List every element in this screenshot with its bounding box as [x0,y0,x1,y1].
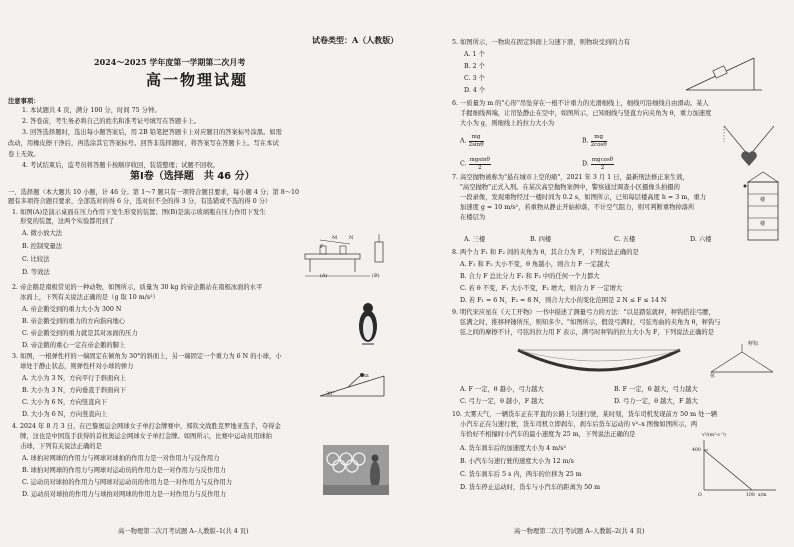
q1-fig-label: (B) [372,273,380,279]
q10-option[interactable]: C. 货车刹车后 5 s 内，两车的位移为 25 m [460,471,582,478]
q10-option[interactable]: D. 货车停止运动时，货车与小汽车的距离为 50 m [460,484,601,491]
paper-type: 试卷类型：A（人教版） [312,35,399,45]
q6-fraction [469,134,484,148]
q4-option[interactable]: A. 球拍对网球的作用力与网球对球拍的作用力是一对作用力与反作用力 [22,455,220,462]
q1-fig-label: N [349,235,354,241]
bow-figure [514,342,684,382]
frac-num: mg [469,134,484,142]
section-intro: 一、选择题（本大题共 10 小题，计 46 分。第 1～7 题只有一项符合题目要求，每小题 4 分；第 8～10 [8,189,300,196]
frac-num: mgsinθ [469,157,490,163]
q3-option[interactable]: A. 大小为 3 N，方向平行于斜面向上 [22,375,126,382]
q7-option[interactable]: D. 六楼 [690,236,712,243]
q10-fig-label: 400 [692,448,701,453]
frac-den: 2 [477,164,482,171]
q7-option[interactable]: A. 三楼 [464,236,486,243]
note-line: 1. 本试题共 4 页，满分 100 分，时间 75 分钟。 [22,107,161,114]
q6-stem: 手握细线两端，让吊坠静止在空中，如图所示，已知细线与竖直方向夹角为 θ，重力加速度 [460,110,712,117]
frac-den: 2sinθ [468,141,484,148]
q7-stem: 在楼层为 [460,214,486,221]
q3-stem: 3. 如图，一根弹性杆的一端固定在倾角为 30°的斜面上，另一端固定一个重力为 6 N 的小球，小 [12,353,282,360]
q7-fig-label: 楼 [760,197,766,203]
q8-stem: 8. 两个力 F₁ 和 F₂ 间的夹角为 θ，其合力为 F，下列说法正确的是 [452,249,639,256]
q4-option[interactable]: B. 球拍对网球的作用力与网球对运动员的作用力是一对作用力与反作用力 [22,467,226,474]
q6-stem: 6. 一质量为 m 的"心形"吊坠穿在一根不计重力的光滑细线上，细线可沿细线自由滑动。某人 [452,100,709,107]
q2-option[interactable]: D. 帝企鹅的重心一定在帝企鹅的脚上 [22,342,126,349]
year-line: 2024～2025 学年度第一学期第二次月考 [94,57,246,67]
q8-option[interactable]: C. 若 θ 不变，F₁ 大小不变，F₂ 增大，则合力 F 一定增大 [460,285,623,292]
q8-option[interactable]: D. 若 F₁ = 6 N，F₂ = 8 N，则合力大小的变化范围是 2 N ≤ F ≤ 14 N [460,297,667,304]
note-line: 2. 答卷前，考生务必将自己的姓名和准考证号填写在答题卡上。 [22,118,201,125]
q10-option[interactable]: B. 小汽车匀速行驶的速度大小为 12 m/s [460,458,574,465]
q6-fraction [591,157,614,171]
q5-stem: 5. 如图所示，一物块在固定斜面上匀速下滑，则物块受到的力有 [452,39,631,46]
q9-option[interactable]: D. 弓力一定，θ 越大，F 越大 [614,398,698,405]
q1-stem: 1. 如图(A)是演示桌面在压力作用下发生形变的装置；图(B)是演示玻璃瓶在压力作用下发生 [12,209,266,216]
notes-heading: 注意事项： [8,98,40,105]
q10-stem: 10. 大雾天气，一辆货车正在平直的公路上匀速行驶，某时刻，货车司机发现前方 50 m 处一辆 [452,411,717,418]
q4-option[interactable]: C. 运动员对球拍的作用力与网球对运动员的作用力是一对作用力与反作用力 [22,479,233,486]
q6-fraction [591,134,607,148]
q1-fig-label: P [320,244,324,250]
section-title: 第Ⅰ卷（选择题 共 46 分） [130,171,255,182]
q7-stem: 7. 高空抛物被称为"悬在城市上空的痛"，2021 年 3 月 1 日，最新刑法修正案生效， [452,174,689,181]
q2-option[interactable]: C. 帝企鹅受到的重力就是其对冰面的压力 [22,330,138,337]
frac-num: mg [591,134,607,142]
q8-option[interactable]: A. F₁ 和 F₂ 大小不变，θ 角越小，则合力 F 一定越大 [460,261,610,268]
q10-fig-label: O [698,493,702,498]
q9-option[interactable]: A. F 一定，θ 越小，弓力越大 [460,386,544,393]
q2-option[interactable]: A. 帝企鹅受到的重力大小为 300 N [22,306,122,313]
q1-option[interactable]: A. 微小放大法 [22,230,63,237]
q1-stem: 形变的装置，这两个实验都用到了 [20,218,115,225]
q1-option[interactable]: B. 控制变量法 [22,243,63,250]
q3-stem: 球处于静止状态，则弹性杆对小球的弹力 [20,363,134,370]
q6-option-letter: B. [582,137,589,145]
q6-option-b[interactable] [582,134,607,148]
page-title: 高一物理试题 [146,71,249,89]
v2-x-graph [690,436,780,496]
note-line: 4. 考试结束后，监考员将答题卡按顺序收回，装袋整理；试题不回收。 [22,162,219,169]
note-line: 卷上无效。 [8,151,40,158]
q3-option[interactable]: C. 大小为 6 N，方向竖直向下 [22,399,108,406]
q8-option[interactable]: B. 合力 F 总比分力 F₁ 和 F₂ 中的任何一个力都大 [460,273,600,280]
footer-left: 高一物理第二次月考试题 A–人教版–1(共 4 页) [118,528,249,535]
q6-option-d[interactable] [582,157,614,171]
q9-stem: 9. 明代宋应星在《天工开物》一书中描述了测量弓力的方法："以足踏弦就秤，秤钩搭挂弓腰， [452,309,715,316]
q1-figure [300,228,390,278]
incline-block-figure [684,52,764,94]
q9-stem: 弦之间的摩擦不计，弓弦的拉力用 F 表示，满弓时秤钩的拉力大小为 F，下列说法正确的是 [460,329,715,336]
q3-fig-label: m [364,373,369,379]
q9-option[interactable]: C. 弓力一定，θ 越小，F 越大 [460,398,544,405]
q6-option-a[interactable] [460,134,484,148]
q1-option[interactable]: C. 比较法 [22,256,50,263]
q2-option[interactable]: B. 帝企鹅受到的重力的方向指向地心 [22,318,126,325]
q3-option[interactable]: D. 大小为 6 N，方向竖直向上 [22,411,108,418]
q7-stem: "高空抛物"正式入刑。在某次高空抛物案例中，警察通过调查小区摄像头拍摄的 [460,184,680,191]
q7-option[interactable]: C. 五楼 [614,236,636,243]
frac-num: mgcosθ [591,157,614,163]
q9-stem: 弦满之时，推移秤锤所压，则知多少。"如图所示，假设弓满时，弓弦弯曲的夹角为 θ，秤钩与 [460,319,721,326]
note-line: 3. 回答选择题时，选出每小题答案后，用 2B 铅笔把答题卡上对应题目的答案标号涂黑。如需 [22,129,282,136]
q10-stem: 车恰好不相撞时小汽车的最小速度为 25 m，下列说法正确的是 [460,431,636,438]
q5-option[interactable]: B. 2 个 [464,63,485,70]
q1-option[interactable]: D. 等效法 [22,269,50,276]
q7-stem: 加速度 g = 10 m/s²，若重物从静止开始掉落，不计空气阻力，则可判断重物掉落所 [460,204,695,211]
q7-fig-label: 楼 [760,221,766,227]
building-figure [742,170,784,242]
q10-stem: 小汽车正在匀速行驶，货车司机立即刹车，刹车后货车运动的 v²–x 图像如图所示，两 [460,421,698,428]
q5-option[interactable]: D. 4 个 [464,87,486,94]
q4-option[interactable]: D. 运动员对球拍的作用力与球拍对网球的作用力是一对作用力与反作用力 [22,491,227,498]
q6-fraction [469,157,491,171]
footer-right: 高一物理第二次月考试题 A–人教版–2(共 4 页) [514,528,645,535]
q6-option-letter: C. [460,160,467,168]
q5-option[interactable]: C. 3 个 [464,75,485,82]
q10-fig-label: v²/(m²·s⁻²) [702,433,726,438]
q1-fig-label: (A) [320,273,328,279]
tennis-photo [323,445,389,495]
q1-fig-label: M [332,235,338,241]
penguin-figure [352,298,384,346]
bow-diagram [707,342,777,380]
q9-option[interactable]: B. F 一定，θ 越大，弓力越大 [614,386,698,393]
q10-fig-label: x/m [758,493,767,498]
q2-stem: 2. 帝企鹅是南极常见的一种动物，如图所示，质量为 30 kg 的帝企鹅站在南极冰面的水平 [12,284,263,291]
q9-fig-label: 弦 [710,373,716,379]
right-page [402,0,794,547]
q7-stem: 一段录像，发现重物经过一楼时间为 0.2 s，如图所示，已知每层楼高度 h = 3 m，重力 [460,194,707,201]
q4-stem: 4. 2024 年 8 月 3 日，在巴黎奥运会网球女子单打金牌赛中，郑钦文战胜克罗地亚选手，夺得金 [12,423,281,430]
q4-stem: 牌，这也是中国选手获得的首枚奥运会网球女子单打金牌。如图所示，比赛中运动员用球拍 [20,433,272,440]
q5-option[interactable]: A. 1 个 [464,51,485,58]
q7-option[interactable]: B. 四楼 [530,236,552,243]
q9-fig-label: 秤钩 [748,341,759,347]
q6-option-letter: A. [460,137,467,145]
frac-den: 2cosθ [590,141,607,148]
q10-fig-label: 100 [746,493,755,498]
q3-option[interactable]: B. 大小为 3 N，方向垂直于斜面向下 [22,387,127,394]
frac-den: 2 [600,164,605,171]
q10-option[interactable]: A. 货车刹车后的加速度大小为 4 m/s² [460,445,566,452]
q6-option-c[interactable] [460,157,491,171]
heart-pendant-figure [720,122,778,168]
section-intro: 题有多项符合题目要求，全部选对的得 6 分，选对但不全的得 3 分，有选错或不选的得 0 分） [8,198,272,205]
q6-stem: 大小为 g，则细线上的拉力大小为 [460,120,555,127]
q2-stem: 冰面上，下列有关说法正确的是（g 取 10 m/s²） [20,294,159,301]
note-line: 改动，用橡皮擦干净后，再选涂其它答案标号。回答非选择题时，将答案写在答题卡上。写在本试 [8,140,279,147]
q3-fig-label: 30° [326,391,335,397]
q6-option-letter: D. [582,160,589,168]
q4-stem: 击球，下列有关说法正确的是 [20,443,102,450]
